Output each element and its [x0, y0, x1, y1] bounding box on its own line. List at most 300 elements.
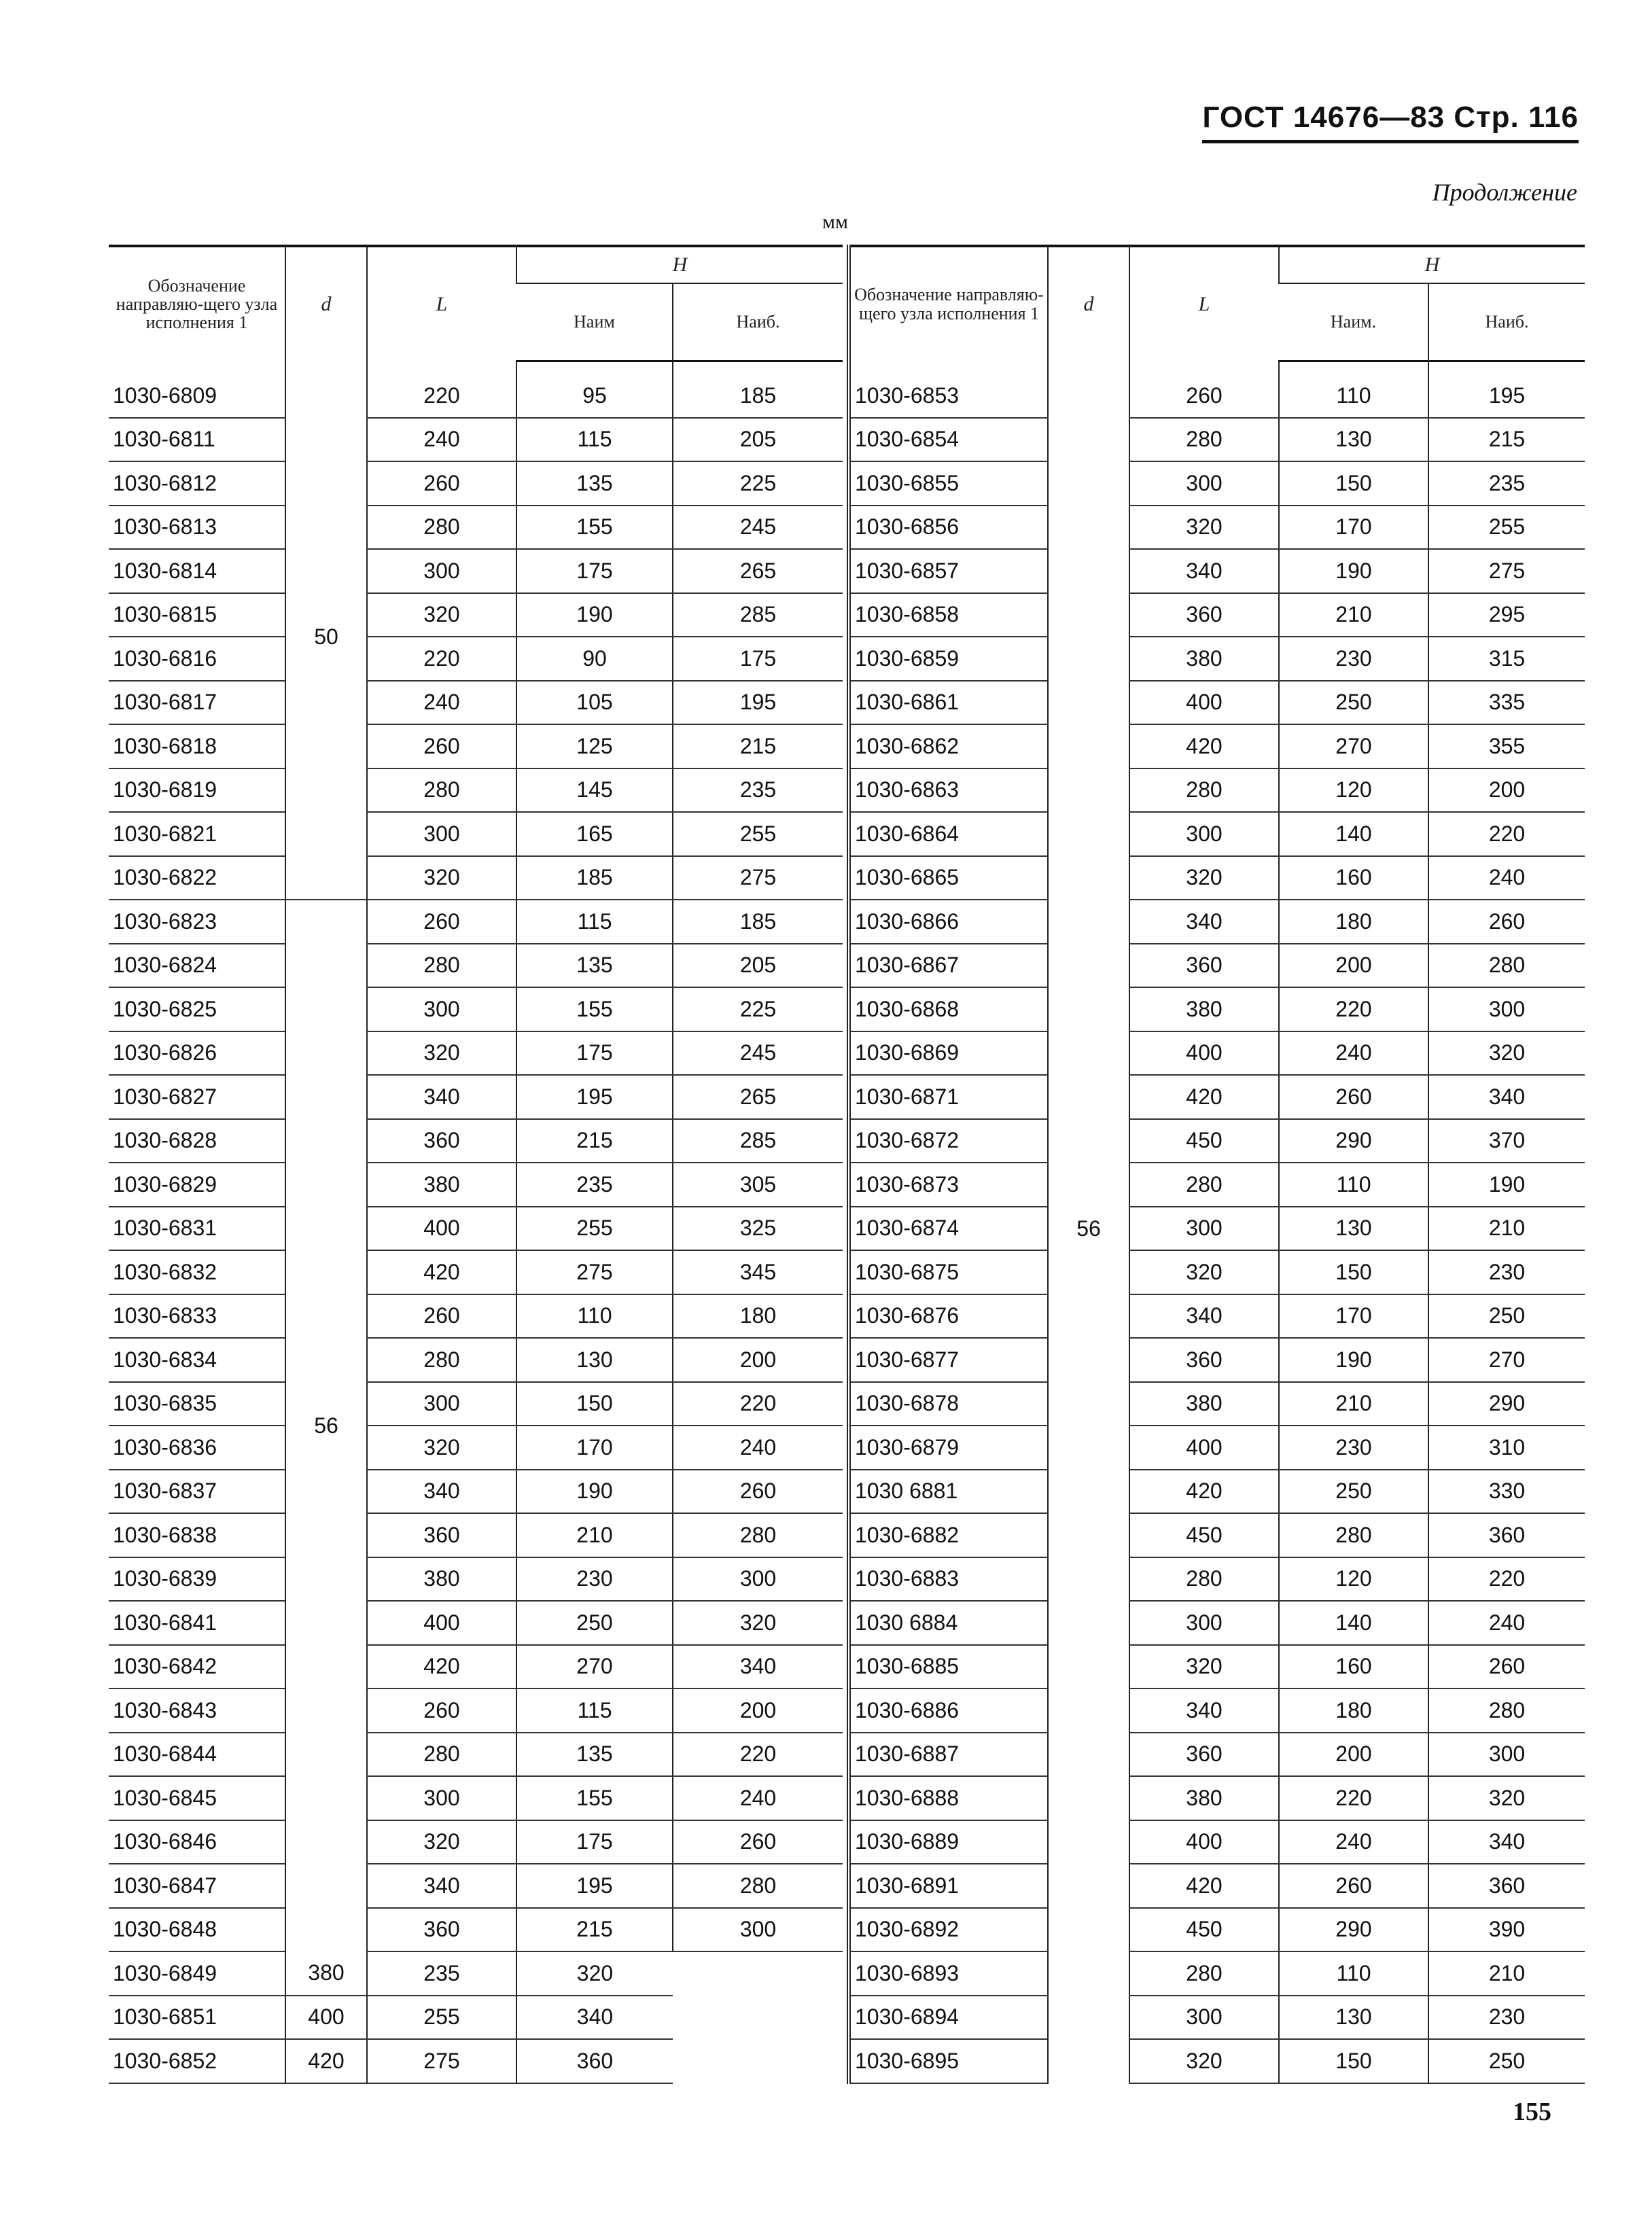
h-min-cell: 170 [1279, 506, 1428, 550]
h-max-cell: 345 [673, 1250, 843, 1294]
table-row [851, 1207, 1585, 1251]
h-max-cell: 185 [673, 374, 843, 418]
table-row [109, 1688, 843, 1733]
h-min-cell: 115 [516, 1688, 673, 1733]
l-cell: 300 [1129, 461, 1279, 506]
table-row [851, 549, 1585, 593]
designation-cell: 1030-6814 [109, 549, 285, 593]
l-cell: 400 [367, 1207, 516, 1251]
h-min-cell: 260 [1279, 1075, 1428, 1119]
table-row [109, 1601, 843, 1645]
h-max-cell: 230 [1428, 1996, 1585, 2040]
designation-cell: 1030-6827 [109, 1075, 285, 1119]
h-max-cell: 225 [673, 461, 843, 506]
l-cell: 300 [1129, 1601, 1279, 1645]
l-cell: 260 [367, 1688, 516, 1733]
h-min-cell: 130 [1279, 418, 1428, 462]
h-min-cell: 270 [1279, 724, 1428, 768]
h-max-cell: 360 [1428, 1513, 1585, 1557]
h-min-cell: 255 [367, 1996, 516, 2040]
l-cell: 320 [367, 1820, 516, 1864]
l-cell: 450 [1129, 1513, 1279, 1557]
h-max-column-header: Наиб. [1428, 283, 1585, 361]
h-max-cell: 275 [673, 856, 843, 900]
l-cell: 300 [1129, 1207, 1279, 1251]
d-cell: 50 [285, 374, 367, 900]
table-row [851, 1908, 1585, 1952]
table-row [109, 1557, 843, 1602]
h-max-cell: 210 [1428, 1207, 1585, 1251]
designation-cell: 1030-6837 [109, 1470, 285, 1514]
h-max-cell: 220 [1428, 1557, 1585, 1602]
h-max-cell: 255 [673, 812, 843, 856]
table-row [851, 1776, 1585, 1820]
designation-cell: 1030-6813 [109, 506, 285, 550]
h-min-cell: 210 [1279, 1382, 1428, 1426]
designation-cell: 1030-6894 [851, 1996, 1048, 2040]
h-max-cell: 300 [673, 1908, 843, 1952]
designation-cell: 1030-6865 [851, 856, 1048, 900]
designation-cell: 1030-6877 [851, 1338, 1048, 1382]
h-min-cell: 220 [1279, 987, 1428, 1031]
table-row [851, 856, 1585, 900]
h-min-cell: 135 [516, 1733, 673, 1777]
designation-cell: 1030-6879 [851, 1426, 1048, 1470]
designation-cell: 1030-6852 [109, 2039, 285, 2083]
h-min-column-header: Наим [516, 283, 673, 361]
table-row [851, 1951, 1585, 1996]
h-min-cell: 180 [1279, 900, 1428, 944]
designation-cell: 1030-6845 [109, 1776, 285, 1820]
table-row [851, 1163, 1585, 1207]
designation-cell: 1030-6811 [109, 418, 285, 462]
h-max-cell: 225 [673, 987, 843, 1031]
h-max-cell: 320 [1428, 1031, 1585, 1076]
table-row [851, 1733, 1585, 1777]
l-cell: 220 [367, 637, 516, 681]
h-min-cell: 190 [1279, 549, 1428, 593]
table-row [109, 1294, 843, 1339]
h-max-cell: 215 [673, 724, 843, 768]
designation-cell: 1030-6883 [851, 1557, 1048, 1602]
table-row [109, 1426, 843, 1470]
h-max-cell: 320 [673, 1601, 843, 1645]
h-max-cell: 220 [673, 1733, 843, 1777]
designation-cell: 1030-6859 [851, 637, 1048, 681]
h-max-cell: 210 [1428, 1951, 1585, 1996]
l-cell: 420 [1129, 1075, 1279, 1119]
h-max-cell: 245 [673, 1031, 843, 1076]
l-cell: 450 [1129, 1908, 1279, 1952]
table-row [109, 1776, 843, 1820]
h-max-cell: 200 [673, 1688, 843, 1733]
h-max-cell: 300 [1428, 1733, 1585, 1777]
h-min-cell: 115 [516, 418, 673, 462]
l-cell: 360 [1129, 1338, 1279, 1382]
h-min-cell: 260 [1279, 1864, 1428, 1908]
h-min-cell: 145 [516, 768, 673, 813]
table-row [851, 1382, 1585, 1426]
h-min-cell: 215 [516, 1908, 673, 1952]
table-row [851, 1426, 1585, 1470]
h-max-cell: 340 [1428, 1820, 1585, 1864]
h-max-cell: 320 [516, 1951, 673, 1996]
l-cell: 420 [285, 2039, 367, 2083]
h-min-cell: 250 [1279, 681, 1428, 725]
table-row [851, 461, 1585, 506]
h-max-cell: 200 [1428, 768, 1585, 813]
h-max-cell: 280 [673, 1864, 843, 1908]
h-max-cell: 370 [1428, 1119, 1585, 1163]
table-row [109, 549, 843, 593]
l-column-header: L [367, 246, 516, 361]
l-cell: 420 [1129, 1470, 1279, 1514]
table-row [109, 1382, 843, 1426]
table-row [851, 1294, 1585, 1339]
h-min-cell: 210 [516, 1513, 673, 1557]
left-table-body [109, 361, 843, 2083]
h-max-cell: 305 [673, 1163, 843, 1207]
h-max-cell: 340 [1428, 1075, 1585, 1119]
h-min-cell: 210 [1279, 593, 1428, 637]
designation-cell: 1030-6844 [109, 1733, 285, 1777]
designation-cell: 1030-6834 [109, 1338, 285, 1382]
left-table [109, 245, 843, 2084]
designation-cell: 1030-6868 [851, 987, 1048, 1031]
h-max-cell: 320 [1428, 1776, 1585, 1820]
table-row [109, 506, 843, 550]
h-min-cell: 200 [1279, 1733, 1428, 1777]
h-max-cell: 240 [673, 1776, 843, 1820]
table-row [851, 724, 1585, 768]
table-row [109, 987, 843, 1031]
designation-cell: 1030-6848 [109, 1908, 285, 1952]
l-cell: 360 [1129, 593, 1279, 637]
h-min-cell: 135 [516, 944, 673, 988]
h-max-cell: 290 [1428, 1382, 1585, 1426]
h-min-cell: 270 [516, 1645, 673, 1689]
table-row [851, 768, 1585, 813]
l-cell: 340 [367, 1470, 516, 1514]
h-max-cell: 260 [673, 1470, 843, 1514]
h-max-cell: 315 [1428, 637, 1585, 681]
designation-cell: 1030-6835 [109, 1382, 285, 1426]
designation-cell: 1030-6893 [851, 1951, 1048, 1996]
l-cell: 300 [1129, 1996, 1279, 2040]
h-min-cell: 150 [1279, 1250, 1428, 1294]
h-max-cell: 240 [1428, 856, 1585, 900]
h-min-cell: 130 [1279, 1996, 1428, 2040]
designation-cell: 1030-6892 [851, 1908, 1048, 1952]
h-max-cell: 235 [673, 768, 843, 813]
h-min-cell: 195 [516, 1075, 673, 1119]
l-cell: 380 [1129, 637, 1279, 681]
l-cell: 360 [367, 1119, 516, 1163]
h-min-cell: 110 [516, 1294, 673, 1339]
table-row [109, 374, 843, 418]
table-row [109, 1951, 843, 1996]
table-row [851, 1513, 1585, 1557]
designation-cell: 1030-6839 [109, 1557, 285, 1602]
h-min-cell: 215 [516, 1119, 673, 1163]
designation-cell: 1030 6884 [851, 1601, 1048, 1645]
h-min-cell: 135 [516, 461, 673, 506]
h-min-cell: 90 [516, 637, 673, 681]
h-min-cell: 195 [516, 1864, 673, 1908]
table-row [851, 987, 1585, 1031]
h-max-cell: 280 [1428, 944, 1585, 988]
h-max-cell: 205 [673, 944, 843, 988]
h-min-cell: 130 [516, 1338, 673, 1382]
h-min-cell: 275 [367, 2039, 516, 2083]
table-row [851, 944, 1585, 988]
l-cell: 280 [1129, 1163, 1279, 1207]
h-max-cell: 180 [673, 1294, 843, 1339]
table-row [109, 1820, 843, 1864]
l-cell: 280 [1129, 418, 1279, 462]
h-min-cell: 240 [1279, 1820, 1428, 1864]
table-row [109, 768, 843, 813]
table-row [109, 1075, 843, 1119]
table-row [851, 1031, 1585, 1076]
designation-cell: 1030-6866 [851, 900, 1048, 944]
designation-cell: 1030-6846 [109, 1820, 285, 1864]
l-cell: 240 [367, 418, 516, 462]
h-min-cell: 280 [1279, 1513, 1428, 1557]
h-max-cell: 220 [673, 1382, 843, 1426]
designation-cell: 1030-6887 [851, 1733, 1048, 1777]
table-row [851, 1864, 1585, 1908]
table-row [851, 1688, 1585, 1733]
h-min-cell: 230 [1279, 1426, 1428, 1470]
designation-cell: 1030-6824 [109, 944, 285, 988]
table-row [109, 900, 843, 944]
h-max-cell: 310 [1428, 1426, 1585, 1470]
h-max-cell: 340 [673, 1645, 843, 1689]
designation-cell: 1030-6817 [109, 681, 285, 725]
l-cell: 380 [285, 1951, 367, 1996]
l-cell: 280 [367, 1338, 516, 1382]
l-cell: 300 [367, 1776, 516, 1820]
h-max-cell: 360 [516, 2039, 673, 2083]
designation-cell: 1030-6861 [851, 681, 1048, 725]
l-cell: 280 [1129, 768, 1279, 813]
designation-cell: 1030-6853 [851, 374, 1048, 418]
h-max-cell: 260 [1428, 900, 1585, 944]
h-max-cell: 330 [1428, 1470, 1585, 1514]
table-row [109, 681, 843, 725]
l-cell: 320 [367, 856, 516, 900]
h-min-cell: 120 [1279, 1557, 1428, 1602]
h-min-cell: 290 [1279, 1119, 1428, 1163]
h-min-cell: 155 [516, 1776, 673, 1820]
l-cell: 320 [1129, 2039, 1279, 2083]
l-cell: 420 [367, 1250, 516, 1294]
table-row [851, 374, 1585, 418]
designation-cell: 1030-6891 [851, 1864, 1048, 1908]
designation-cell: 1030-6822 [109, 856, 285, 900]
h-max-cell: 230 [1428, 1250, 1585, 1294]
table-row [109, 1733, 843, 1777]
designation-cell: 1030-6833 [109, 1294, 285, 1339]
left-table-header [109, 246, 843, 361]
designation-cell: 1030-6858 [851, 593, 1048, 637]
h-min-cell: 110 [1279, 1951, 1428, 1996]
table-row [109, 593, 843, 637]
h-min-cell: 140 [1279, 1601, 1428, 1645]
h-min-cell: 250 [516, 1601, 673, 1645]
h-min-cell: 105 [516, 681, 673, 725]
designation-cell: 1030-6841 [109, 1601, 285, 1645]
h-min-cell: 170 [516, 1426, 673, 1470]
h-max-cell: 260 [1428, 1645, 1585, 1689]
designation-cell: 1030-6851 [109, 1996, 285, 2040]
table-row [109, 1996, 843, 2040]
table-row [851, 1820, 1585, 1864]
designation-cell: 1030-6823 [109, 900, 285, 944]
h-min-cell: 160 [1279, 856, 1428, 900]
h-max-cell: 185 [673, 900, 843, 944]
designation-cell: 1030-6863 [851, 768, 1048, 813]
l-cell: 340 [1129, 549, 1279, 593]
left-table-half [109, 245, 843, 2084]
designation-cell: 1030-6829 [109, 1163, 285, 1207]
h-group-header: H [516, 246, 843, 283]
table-row [109, 1119, 843, 1163]
table-row [851, 1075, 1585, 1119]
designation-column-header: Обозначение направляю-щего узла исполнения 1 [109, 246, 285, 361]
l-cell: 360 [1129, 944, 1279, 988]
l-cell: 300 [367, 1382, 516, 1426]
table-row [109, 1207, 843, 1251]
l-cell: 450 [1129, 1119, 1279, 1163]
h-min-cell: 125 [516, 724, 673, 768]
designation-cell: 1030-6869 [851, 1031, 1048, 1076]
designation-cell: 1030-6856 [851, 506, 1048, 550]
designation-cell: 1030-6864 [851, 812, 1048, 856]
h-min-cell: 110 [1279, 374, 1428, 418]
designation-cell: 1030-6809 [109, 374, 285, 418]
h-min-cell: 120 [1279, 768, 1428, 813]
l-cell: 300 [1129, 812, 1279, 856]
h-max-cell: 285 [673, 593, 843, 637]
designation-cell: 1030-6878 [851, 1382, 1048, 1426]
h-max-cell: 285 [673, 1119, 843, 1163]
table-row [109, 1513, 843, 1557]
l-cell: 280 [367, 1733, 516, 1777]
table-row [851, 1338, 1585, 1382]
designation-cell: 1030-6842 [109, 1645, 285, 1689]
h-max-cell: 215 [1428, 418, 1585, 462]
designation-cell: 1030-6828 [109, 1119, 285, 1163]
l-cell: 260 [367, 461, 516, 506]
l-column-header: L [1129, 246, 1279, 361]
l-cell: 320 [1129, 1250, 1279, 1294]
l-cell: 420 [367, 1645, 516, 1689]
designation-cell: 1030-6862 [851, 724, 1048, 768]
designation-cell: 1030-6873 [851, 1163, 1048, 1207]
designation-cell: 1030-6815 [109, 593, 285, 637]
table-row [109, 1864, 843, 1908]
l-cell: 300 [367, 812, 516, 856]
h-min-cell: 235 [516, 1163, 673, 1207]
l-cell: 380 [1129, 987, 1279, 1031]
l-cell: 400 [1129, 681, 1279, 725]
h-max-cell: 235 [1428, 461, 1585, 506]
document-header: ГОСТ 14676—83 Стр. 116 [1202, 101, 1579, 143]
l-cell: 280 [367, 506, 516, 550]
l-cell: 380 [1129, 1382, 1279, 1426]
table-row [851, 593, 1585, 637]
h-min-cell: 220 [1279, 1776, 1428, 1820]
h-min-cell: 110 [1279, 1163, 1428, 1207]
table-row [109, 1163, 843, 1207]
l-cell: 400 [1129, 1426, 1279, 1470]
table-row [109, 856, 843, 900]
l-cell: 400 [285, 1996, 367, 2040]
designation-cell: 1030-6888 [851, 1776, 1048, 1820]
table-row [851, 1996, 1585, 2040]
l-cell: 320 [1129, 1645, 1279, 1689]
designation-cell: 1030-6843 [109, 1688, 285, 1733]
l-cell: 400 [367, 1601, 516, 1645]
h-min-cell: 250 [1279, 1470, 1428, 1514]
designation-cell: 1030-6818 [109, 724, 285, 768]
h-max-cell: 200 [673, 1338, 843, 1382]
h-min-cell: 275 [516, 1250, 673, 1294]
designation-cell: 1030-6832 [109, 1250, 285, 1294]
l-cell: 400 [1129, 1820, 1279, 1864]
h-max-cell: 280 [673, 1513, 843, 1557]
h-min-cell: 150 [1279, 2039, 1428, 2083]
h-max-cell: 250 [1428, 1294, 1585, 1339]
table-row [109, 944, 843, 988]
units-label: мм [822, 211, 848, 233]
l-cell: 400 [1129, 1031, 1279, 1076]
l-cell: 260 [1129, 374, 1279, 418]
table-row [851, 1601, 1585, 1645]
right-table-body [851, 361, 1585, 2083]
l-cell: 260 [367, 900, 516, 944]
h-max-cell: 300 [673, 1557, 843, 1602]
h-max-cell: 295 [1428, 593, 1585, 637]
designation-cell: 1030-6849 [109, 1951, 285, 1996]
l-cell: 280 [1129, 1557, 1279, 1602]
h-max-cell: 195 [1428, 374, 1585, 418]
designation-cell: 1030 6881 [851, 1470, 1048, 1514]
l-cell: 320 [367, 1031, 516, 1076]
h-max-cell: 265 [673, 1075, 843, 1119]
table-row [109, 1031, 843, 1076]
h-max-cell: 280 [1428, 1688, 1585, 1733]
h-min-cell: 230 [516, 1557, 673, 1602]
d-column-header: d [1048, 246, 1129, 361]
l-cell: 340 [367, 1864, 516, 1908]
table-row [851, 2039, 1585, 2083]
table-row [109, 418, 843, 462]
l-cell: 280 [367, 768, 516, 813]
h-max-cell: 340 [516, 1996, 673, 2040]
designation-cell: 1030-6871 [851, 1075, 1048, 1119]
l-cell: 300 [367, 549, 516, 593]
right-table-header [851, 246, 1585, 361]
page-number: 155 [1513, 2098, 1551, 2126]
l-cell: 240 [367, 681, 516, 725]
table-row [109, 724, 843, 768]
l-cell: 380 [1129, 1776, 1279, 1820]
right-table-half [847, 245, 1585, 2084]
continuation-label: Продолжение [1432, 179, 1577, 206]
